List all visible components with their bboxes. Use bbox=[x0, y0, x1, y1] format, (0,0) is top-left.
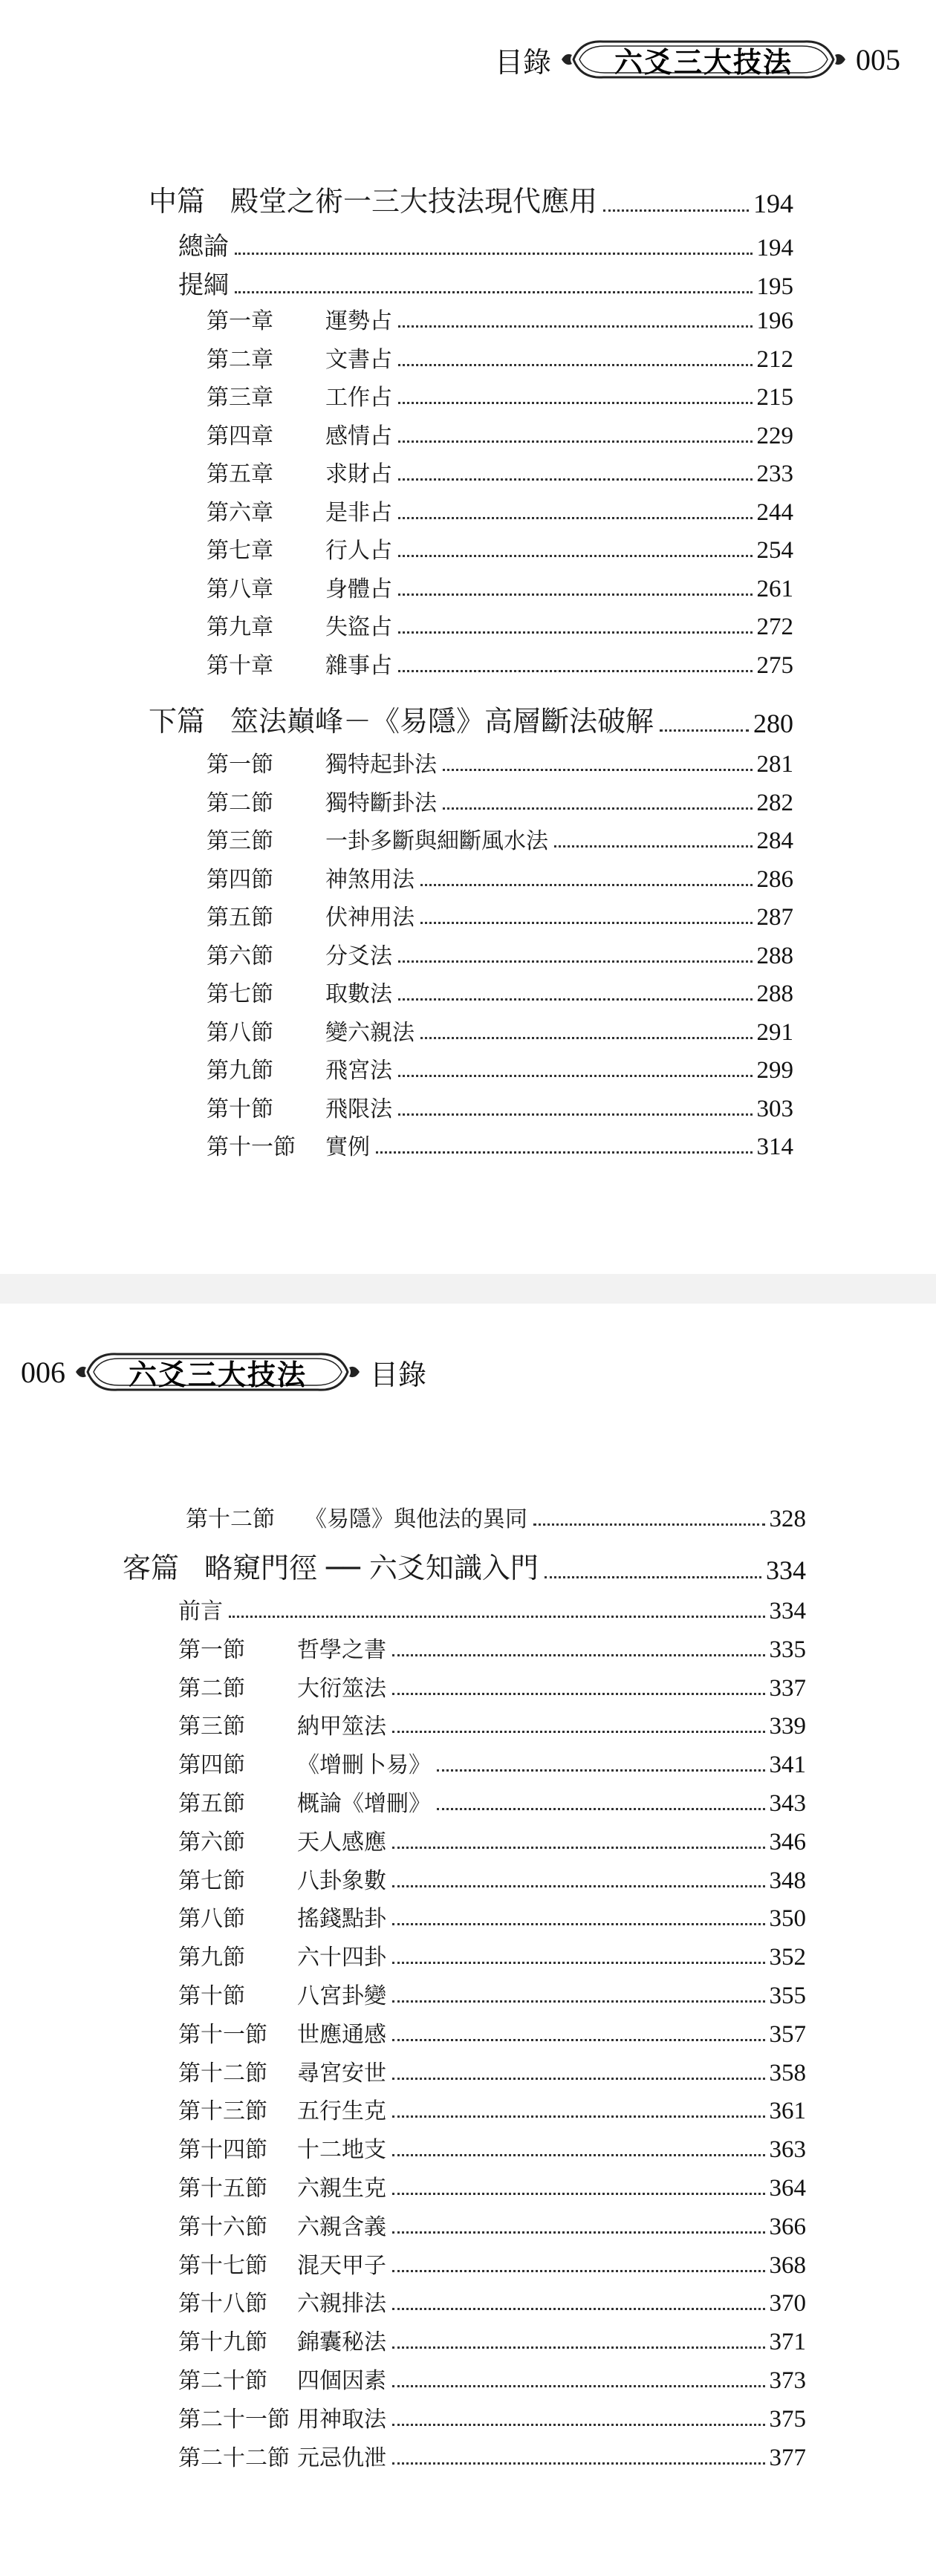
entry-title: 混天甲子 bbox=[297, 2252, 386, 2279]
entry-page-number: 343 bbox=[769, 1790, 806, 1817]
entry-number: 第十二節 bbox=[186, 1506, 275, 1532]
entry-page-number: 194 bbox=[753, 189, 793, 218]
entry-title: 變六親法 bbox=[325, 1019, 415, 1046]
toc-entry-row bbox=[178, 1977, 806, 2010]
dot-leader bbox=[398, 998, 753, 1001]
entry-title: 搖錢點卦 bbox=[297, 1906, 386, 1933]
entry-title: 文書占 bbox=[325, 346, 392, 373]
toc-entry-row bbox=[207, 417, 793, 450]
toc-entry-row bbox=[207, 1090, 793, 1123]
dot-leader bbox=[392, 2231, 765, 2234]
dot-leader bbox=[235, 253, 753, 255]
entry-page-number: 194 bbox=[756, 235, 793, 261]
entry-number: 第五節 bbox=[178, 1791, 245, 1817]
entry-number: 第四章 bbox=[207, 423, 273, 449]
entry-page-number: 229 bbox=[756, 422, 793, 449]
dot-leader bbox=[392, 1923, 765, 1925]
entry-page-number: 282 bbox=[756, 789, 793, 816]
entry-number: 第一章 bbox=[207, 308, 273, 334]
entry-title: 世應通感 bbox=[297, 2021, 386, 2048]
toc-page-005 bbox=[0, 0, 936, 1274]
entry-title: 取數法 bbox=[325, 981, 392, 1007]
entry-title: 飛限法 bbox=[325, 1096, 392, 1122]
entry-number: 第八節 bbox=[178, 1906, 245, 1933]
entry-number: 第十九節 bbox=[178, 2329, 267, 2356]
page-number: 005 bbox=[856, 42, 900, 77]
entry-number: 客篇 bbox=[123, 1552, 180, 1584]
entry-page-number: 346 bbox=[769, 1828, 806, 1855]
entry-title: 八宮卦變 bbox=[297, 1983, 386, 2009]
entry-number: 第三節 bbox=[207, 828, 273, 854]
page-separator bbox=[0, 1274, 936, 1304]
entry-number: 第四節 bbox=[207, 866, 273, 893]
entry-number: 第七節 bbox=[207, 981, 273, 1007]
entry-number: 第十節 bbox=[207, 1096, 273, 1122]
dot-leader bbox=[398, 478, 753, 481]
toc-entry-row bbox=[207, 822, 793, 855]
entry-title: 失盜占 bbox=[325, 614, 392, 640]
toc-entry-row bbox=[178, 2055, 806, 2087]
entry-page-number: 233 bbox=[756, 461, 793, 487]
entry-number: 第九節 bbox=[207, 1058, 273, 1084]
dot-leader bbox=[420, 884, 753, 886]
entry-page-number: 339 bbox=[769, 1713, 806, 1740]
toc-entry-row bbox=[178, 264, 793, 301]
entry-page-number: 363 bbox=[769, 2136, 806, 2164]
entry-number: 第五章 bbox=[207, 461, 273, 487]
entry-page-number: 357 bbox=[769, 2020, 806, 2048]
page-header bbox=[21, 1348, 426, 1396]
entry-title: 略窺門徑 ── 六爻知識入門 bbox=[204, 1552, 539, 1584]
entry-number: 第十一節 bbox=[207, 1134, 296, 1160]
toc-section-row bbox=[123, 1545, 806, 1586]
title-banner bbox=[73, 1348, 363, 1396]
entry-page-number: 287 bbox=[756, 904, 793, 931]
entry-number: 第八節 bbox=[207, 1019, 273, 1046]
entry-page-number: 355 bbox=[769, 1983, 806, 2009]
entry-title: 納甲筮法 bbox=[297, 1714, 386, 1740]
toc-entry-row bbox=[178, 2362, 806, 2395]
dot-leader bbox=[398, 440, 753, 443]
entry-page-number: 377 bbox=[769, 2444, 806, 2471]
entry-page-number: 328 bbox=[769, 1506, 806, 1532]
page-header bbox=[495, 36, 900, 83]
entry-page-number: 272 bbox=[756, 614, 793, 640]
entry-number: 下篇 bbox=[149, 705, 206, 738]
toc-entry-row bbox=[207, 302, 793, 335]
toc-entry-row bbox=[178, 2247, 806, 2280]
dot-leader bbox=[392, 2039, 765, 2041]
toc-entry-row bbox=[178, 2170, 806, 2202]
entry-title: 用神取法 bbox=[297, 2406, 386, 2433]
toc-entry-row bbox=[178, 1631, 806, 1664]
entry-page-number: 370 bbox=[769, 2290, 806, 2318]
entry-title: 前言 bbox=[178, 1598, 223, 1624]
entry-title: 大衍筮法 bbox=[297, 1675, 386, 1702]
banner-title: 六爻三大技法 bbox=[128, 1358, 307, 1391]
dot-leader bbox=[420, 922, 753, 924]
entry-number: 第一節 bbox=[178, 1636, 245, 1663]
dot-leader bbox=[398, 1113, 753, 1116]
entry-title: 獨特斷卦法 bbox=[325, 790, 437, 816]
entry-title: 六十四卦 bbox=[297, 1945, 386, 1971]
dot-leader bbox=[443, 769, 753, 771]
toc-entry-row bbox=[178, 2323, 806, 2356]
entry-title: 感情占 bbox=[325, 423, 392, 449]
dot-leader bbox=[392, 2193, 765, 2195]
dot-leader bbox=[392, 1731, 765, 1733]
toc-entry-row bbox=[178, 2092, 806, 2125]
entry-number: 第一節 bbox=[207, 752, 273, 778]
entry-title: 總論 bbox=[178, 232, 229, 261]
toc-entry-row bbox=[178, 1824, 806, 1856]
entry-number: 第六章 bbox=[207, 499, 273, 526]
entry-page-number: 341 bbox=[769, 1752, 806, 1779]
entry-title: 提綱 bbox=[178, 270, 229, 300]
dot-leader bbox=[554, 845, 753, 848]
entry-title: 天人感應 bbox=[297, 1829, 386, 1855]
entry-page-number: 299 bbox=[756, 1057, 793, 1084]
toc-entry-row bbox=[207, 647, 793, 680]
entry-page-number: 288 bbox=[756, 942, 793, 969]
toc-entry-row bbox=[207, 1128, 793, 1161]
header-label: 目錄 bbox=[494, 45, 551, 79]
entry-number: 第十節 bbox=[178, 1983, 245, 2009]
dot-leader bbox=[398, 364, 753, 366]
dot-leader bbox=[376, 1151, 753, 1154]
entry-page-number: 361 bbox=[769, 2098, 806, 2125]
entry-number: 第六節 bbox=[178, 1829, 245, 1855]
entry-title: 飛宮法 bbox=[325, 1058, 392, 1084]
entry-number: 第三節 bbox=[178, 1714, 245, 1740]
toc-entry-row bbox=[207, 861, 793, 894]
entry-title: 錦囊秘法 bbox=[297, 2329, 386, 2356]
dot-leader bbox=[533, 1523, 765, 1526]
toc-entry-row bbox=[178, 2285, 806, 2318]
entry-page-number: 337 bbox=[769, 1674, 806, 1702]
entry-title: 十二地支 bbox=[297, 2137, 386, 2164]
toc-entry-row bbox=[178, 1746, 806, 1779]
dot-leader bbox=[392, 2270, 765, 2272]
entry-title: 一卦多斷與細斷風水法 bbox=[325, 828, 548, 854]
dot-leader bbox=[392, 2000, 765, 2003]
entry-title: 六親含義 bbox=[297, 2214, 386, 2240]
dot-leader bbox=[392, 2078, 765, 2080]
dot-leader bbox=[392, 2385, 765, 2387]
entry-title: 工作占 bbox=[325, 385, 392, 411]
dot-leader bbox=[392, 2424, 765, 2426]
entry-number: 第二節 bbox=[207, 790, 273, 816]
dot-leader bbox=[660, 729, 749, 732]
entry-page-number: 281 bbox=[756, 751, 793, 778]
entry-number: 第六節 bbox=[207, 943, 273, 969]
dot-leader bbox=[392, 2115, 765, 2118]
entry-number: 第九章 bbox=[207, 614, 273, 640]
entry-page-number: 314 bbox=[756, 1133, 793, 1160]
dot-leader bbox=[392, 1962, 765, 1964]
dot-leader bbox=[398, 960, 753, 963]
toc-entry-row bbox=[207, 784, 793, 817]
toc-entry-row bbox=[207, 494, 793, 527]
dot-leader bbox=[398, 670, 753, 672]
page-number: 006 bbox=[21, 1355, 65, 1389]
entry-number: 第十一節 bbox=[178, 2021, 267, 2048]
entry-page-number: 196 bbox=[756, 308, 793, 334]
entry-page-number: 244 bbox=[756, 498, 793, 526]
entry-page-number: 334 bbox=[766, 1555, 806, 1585]
dot-leader bbox=[392, 1654, 765, 1656]
toc-entry-row bbox=[207, 1052, 793, 1084]
entry-page-number: 291 bbox=[756, 1018, 793, 1046]
entry-title: 元忌仇泄 bbox=[297, 2445, 386, 2471]
entry-page-number: 368 bbox=[769, 2251, 806, 2279]
entry-page-number: 366 bbox=[769, 2213, 806, 2240]
entry-number: 第十四節 bbox=[178, 2137, 267, 2164]
entry-page-number: 254 bbox=[756, 537, 793, 564]
toc-entry-row bbox=[178, 1708, 806, 1740]
entry-number: 第二十節 bbox=[178, 2368, 267, 2394]
entry-number: 第九節 bbox=[178, 1945, 245, 1971]
toc-entry-row bbox=[207, 1014, 793, 1047]
entry-page-number: 215 bbox=[756, 384, 793, 411]
entry-number: 第十五節 bbox=[178, 2176, 267, 2202]
entry-title: 殿堂之術一三大技法現代應用 bbox=[230, 185, 598, 218]
entry-number: 第二十一節 bbox=[178, 2406, 290, 2433]
entry-page-number: 288 bbox=[756, 980, 793, 1007]
toc-entry-row bbox=[178, 1939, 806, 1971]
entry-title: 哲學之書 bbox=[297, 1636, 386, 1663]
entry-page-number: 212 bbox=[756, 345, 793, 373]
entry-number: 第七章 bbox=[207, 538, 273, 564]
toc-entry-row bbox=[178, 1670, 806, 1702]
dot-leader bbox=[603, 209, 749, 212]
toc-entry-row bbox=[207, 379, 793, 412]
entry-number: 第十八節 bbox=[178, 2291, 267, 2318]
entry-page-number: 195 bbox=[756, 273, 793, 300]
entry-number: 第十章 bbox=[207, 652, 273, 679]
toc-entry-row bbox=[207, 899, 793, 931]
entry-title: 六親排法 bbox=[297, 2291, 386, 2318]
dot-leader bbox=[398, 325, 753, 328]
entry-number: 第二章 bbox=[207, 346, 273, 373]
toc-section-row bbox=[149, 698, 793, 739]
entry-page-number: 286 bbox=[756, 865, 793, 893]
entry-title: 五行生克 bbox=[297, 2098, 386, 2125]
entry-page-number: 335 bbox=[769, 1636, 806, 1663]
entry-number: 第十三節 bbox=[178, 2098, 267, 2125]
title-banner bbox=[559, 36, 848, 83]
toc-entry-row bbox=[178, 1593, 806, 1625]
dot-leader bbox=[545, 1576, 761, 1578]
toc-entry-row bbox=[207, 975, 793, 1008]
dot-leader bbox=[443, 807, 753, 810]
entry-title: 身體占 bbox=[325, 576, 392, 602]
dot-leader bbox=[437, 1808, 765, 1810]
entry-title: 求財占 bbox=[325, 461, 392, 487]
entry-number: 第三章 bbox=[207, 385, 273, 411]
entry-title: 伏神用法 bbox=[325, 905, 415, 931]
entry-page-number: 275 bbox=[756, 651, 793, 679]
toc-entry-row bbox=[178, 226, 793, 262]
entry-number: 第二十二節 bbox=[178, 2445, 290, 2471]
entry-title: 四個因素 bbox=[297, 2368, 386, 2394]
toc-entry-row bbox=[186, 1500, 806, 1533]
dot-leader bbox=[420, 1037, 753, 1039]
entry-title: 行人占 bbox=[325, 538, 392, 564]
dot-leader bbox=[392, 2154, 765, 2156]
dot-leader bbox=[392, 2308, 765, 2310]
header-label: 目錄 bbox=[370, 1358, 427, 1391]
dot-leader bbox=[235, 291, 753, 293]
entry-number: 中篇 bbox=[149, 185, 206, 218]
toc-entry-row bbox=[178, 2401, 806, 2433]
dot-leader bbox=[229, 1616, 765, 1618]
toc-entry-row bbox=[178, 1785, 806, 1818]
entry-page-number: 373 bbox=[769, 2367, 806, 2394]
toc-entry-row bbox=[207, 937, 793, 970]
entry-page-number: 348 bbox=[769, 1867, 806, 1894]
dot-leader bbox=[398, 1075, 753, 1077]
banner-title: 六爻三大技法 bbox=[614, 45, 793, 79]
entry-page-number: 303 bbox=[756, 1095, 793, 1122]
toc-entry-row bbox=[207, 455, 793, 488]
entry-page-number: 352 bbox=[769, 1944, 806, 1971]
dot-leader bbox=[398, 517, 753, 519]
dot-leader bbox=[437, 1769, 765, 1772]
entry-title: 六親生克 bbox=[297, 2176, 386, 2202]
dot-leader bbox=[392, 1847, 765, 1849]
toc-entry-row bbox=[178, 2131, 806, 2164]
toc-entry-row bbox=[207, 608, 793, 641]
dot-leader bbox=[398, 402, 753, 404]
toc-entry-row bbox=[178, 1900, 806, 1933]
toc-entry-row bbox=[178, 2208, 806, 2241]
toc-entry-row bbox=[178, 2439, 806, 2472]
entry-title: 《增刪卜易》 bbox=[297, 1752, 431, 1779]
entry-title: 獨特起卦法 bbox=[325, 752, 437, 778]
toc-entry-row bbox=[207, 532, 793, 565]
entry-title: 筮法巔峰－《易隱》高層斷法破解 bbox=[230, 705, 654, 738]
entry-number: 第五節 bbox=[207, 905, 273, 931]
entry-page-number: 371 bbox=[769, 2329, 806, 2356]
entry-page-number: 358 bbox=[769, 2059, 806, 2087]
dot-leader bbox=[398, 555, 753, 557]
toc-page-006 bbox=[0, 1304, 936, 2576]
entry-title: 尋宮安世 bbox=[297, 2060, 386, 2087]
entry-number: 第四節 bbox=[178, 1752, 245, 1779]
toc-entry-row bbox=[207, 746, 793, 778]
toc-entry-row bbox=[207, 570, 793, 603]
dot-leader bbox=[392, 1693, 765, 1695]
entry-page-number: 334 bbox=[769, 1598, 806, 1624]
toc-entry-row bbox=[207, 341, 793, 374]
entry-number: 第十七節 bbox=[178, 2252, 267, 2279]
toc-entry-row bbox=[178, 2016, 806, 2049]
dot-leader bbox=[398, 631, 753, 634]
dot-leader bbox=[392, 2346, 765, 2349]
entry-title: 分爻法 bbox=[325, 943, 392, 969]
dot-leader bbox=[392, 2462, 765, 2465]
entry-title: 概論《增刪》 bbox=[297, 1791, 431, 1817]
entry-title: 神煞用法 bbox=[325, 866, 415, 893]
entry-title: 八卦象數 bbox=[297, 1867, 386, 1894]
entry-number: 第二節 bbox=[178, 1675, 245, 1702]
entry-page-number: 284 bbox=[756, 827, 793, 854]
entry-number: 第十六節 bbox=[178, 2214, 267, 2240]
entry-page-number: 350 bbox=[769, 1905, 806, 1933]
entry-page-number: 261 bbox=[756, 575, 793, 602]
dot-leader bbox=[392, 1885, 765, 1887]
entry-number: 第八章 bbox=[207, 576, 273, 602]
entry-title: 運勢占 bbox=[325, 308, 392, 334]
entry-page-number: 364 bbox=[769, 2175, 806, 2202]
entry-title: 是非占 bbox=[325, 499, 392, 526]
entry-number: 第十二節 bbox=[178, 2060, 267, 2087]
entry-number: 第七節 bbox=[178, 1867, 245, 1894]
entry-title: 《易隱》與他法的異同 bbox=[305, 1506, 527, 1532]
entry-title: 雜事占 bbox=[325, 652, 392, 679]
entry-page-number: 280 bbox=[753, 709, 793, 738]
toc-entry-row bbox=[178, 1862, 806, 1895]
toc-section-row bbox=[149, 178, 793, 219]
dot-leader bbox=[398, 593, 753, 596]
entry-title: 實例 bbox=[325, 1134, 370, 1160]
entry-page-number: 375 bbox=[769, 2405, 806, 2433]
